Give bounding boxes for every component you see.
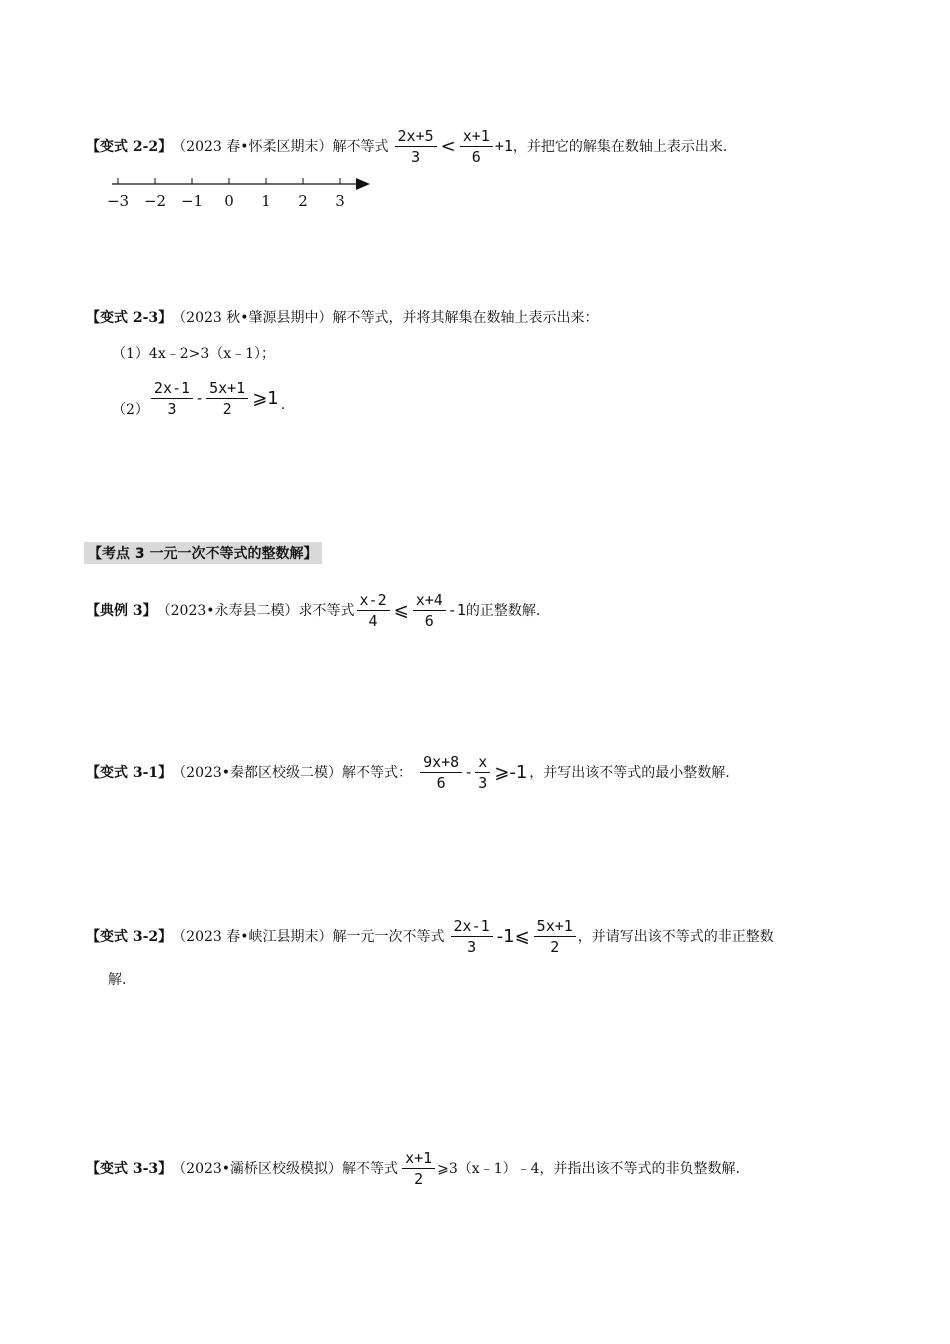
fraction [534, 917, 576, 956]
denominator: 2 [550, 937, 560, 956]
math-tail: +1 [494, 137, 513, 155]
problem-text: ，并写出该不等式的最小整数解. [529, 765, 730, 781]
problem-3-2-wrap [108, 968, 126, 990]
fraction [460, 127, 493, 166]
problem-text: ，并请写出该不等式的非正整数 [577, 929, 774, 945]
math-tail: ⩾-1 [494, 761, 528, 783]
numerator: x+1 [460, 127, 493, 147]
operator: < [440, 135, 456, 157]
denominator: 2 [414, 1169, 424, 1188]
numerator: 5x+1 [534, 917, 576, 937]
problem-2-3 [86, 306, 599, 328]
problem-3-1 [86, 742, 730, 802]
problem-source: （2023•永寿县二模）求不等式 [156, 603, 355, 619]
math-tail: ⩾1 [252, 387, 279, 409]
fraction [413, 591, 446, 630]
arrow-icon [356, 178, 370, 190]
sub-item-1 [112, 342, 275, 364]
fraction [206, 379, 248, 418]
number-line-label: −3 [106, 192, 130, 210]
sub-item-text: （1）4x﹣2>3（x﹣1）； [112, 346, 276, 362]
fraction [420, 753, 462, 792]
numerator: x-2 [357, 591, 390, 611]
sub-item-label: （2） [112, 402, 149, 418]
numerator: x+4 [413, 591, 446, 611]
numerator: x+1 [402, 1149, 435, 1169]
numerator: 9x+8 [420, 753, 462, 773]
problem-3-2 [86, 906, 774, 966]
problem-source: （2023 春•怀柔区期末）解不等式 [172, 139, 389, 155]
problem-tag: 【变式 2-2】 [86, 139, 173, 155]
denominator: 4 [368, 611, 378, 630]
problem-text: ，并把它的解集在数轴上表示出来. [512, 139, 728, 155]
operator: -1⩽ [496, 925, 530, 947]
problem-text: ⩾3（x﹣1）﹣4，并指出该不等式的非负整数解. [437, 1161, 740, 1177]
math-tail: -1 [447, 601, 466, 619]
problem-tag: 【典例 3】 [86, 603, 157, 619]
fraction [395, 127, 437, 166]
example-3 [86, 580, 540, 640]
problem-source: （2023•秦都区校级二模）解不等式： [172, 765, 413, 781]
fraction [402, 1149, 435, 1188]
operator: - [195, 389, 205, 407]
denominator: 2 [222, 399, 232, 418]
numerator: x [475, 753, 490, 773]
fraction [451, 917, 493, 956]
operator: ⩽ [393, 599, 409, 621]
problem-text: 解. [108, 972, 127, 988]
fraction [475, 753, 490, 792]
number-line-label: 0 [224, 192, 234, 210]
problem-source: （2023 春•峡江县期末）解一元一次不等式 [172, 929, 445, 945]
denominator: 6 [424, 611, 434, 630]
problem-source: （2023•灞桥区校级模拟）解不等式 [172, 1161, 399, 1177]
denominator: 3 [411, 147, 421, 166]
section-heading: 【考点 3 一元一次不等式的整数解】 [84, 542, 322, 564]
fraction [151, 379, 193, 418]
denominator: 3 [478, 773, 488, 792]
problem-tag: 【变式 3-2】 [86, 929, 173, 945]
sub-item-2 [112, 374, 285, 422]
problem-text: 的正整数解. [465, 603, 541, 619]
number-line-label: −2 [143, 192, 167, 210]
operator: - [464, 763, 474, 781]
number-line-label: 2 [298, 192, 308, 210]
punctuation: . [280, 397, 286, 413]
problem-text: （2023 秋•肇源县期中）解不等式，并将其解集在数轴上表示出来： [172, 310, 599, 326]
numerator: 2x+5 [395, 127, 437, 147]
problem-tag: 【变式 2-3】 [86, 310, 173, 326]
problem-tag: 【变式 3-1】 [86, 765, 173, 781]
problem-tag: 【变式 3-3】 [86, 1161, 173, 1177]
number-line [106, 172, 396, 212]
number-line-label: 1 [261, 192, 271, 210]
denominator: 6 [436, 773, 446, 792]
numerator: 5x+1 [206, 379, 248, 399]
number-line-label: 3 [335, 192, 345, 210]
numerator: 2x-1 [451, 917, 493, 937]
problem-3-3 [86, 1138, 740, 1198]
problem-2-2 [86, 114, 727, 178]
numerator: 2x-1 [151, 379, 193, 399]
denominator: 6 [471, 147, 481, 166]
fraction [357, 591, 390, 630]
denominator: 3 [167, 399, 177, 418]
denominator: 3 [467, 937, 477, 956]
number-line-label: −1 [180, 192, 204, 210]
